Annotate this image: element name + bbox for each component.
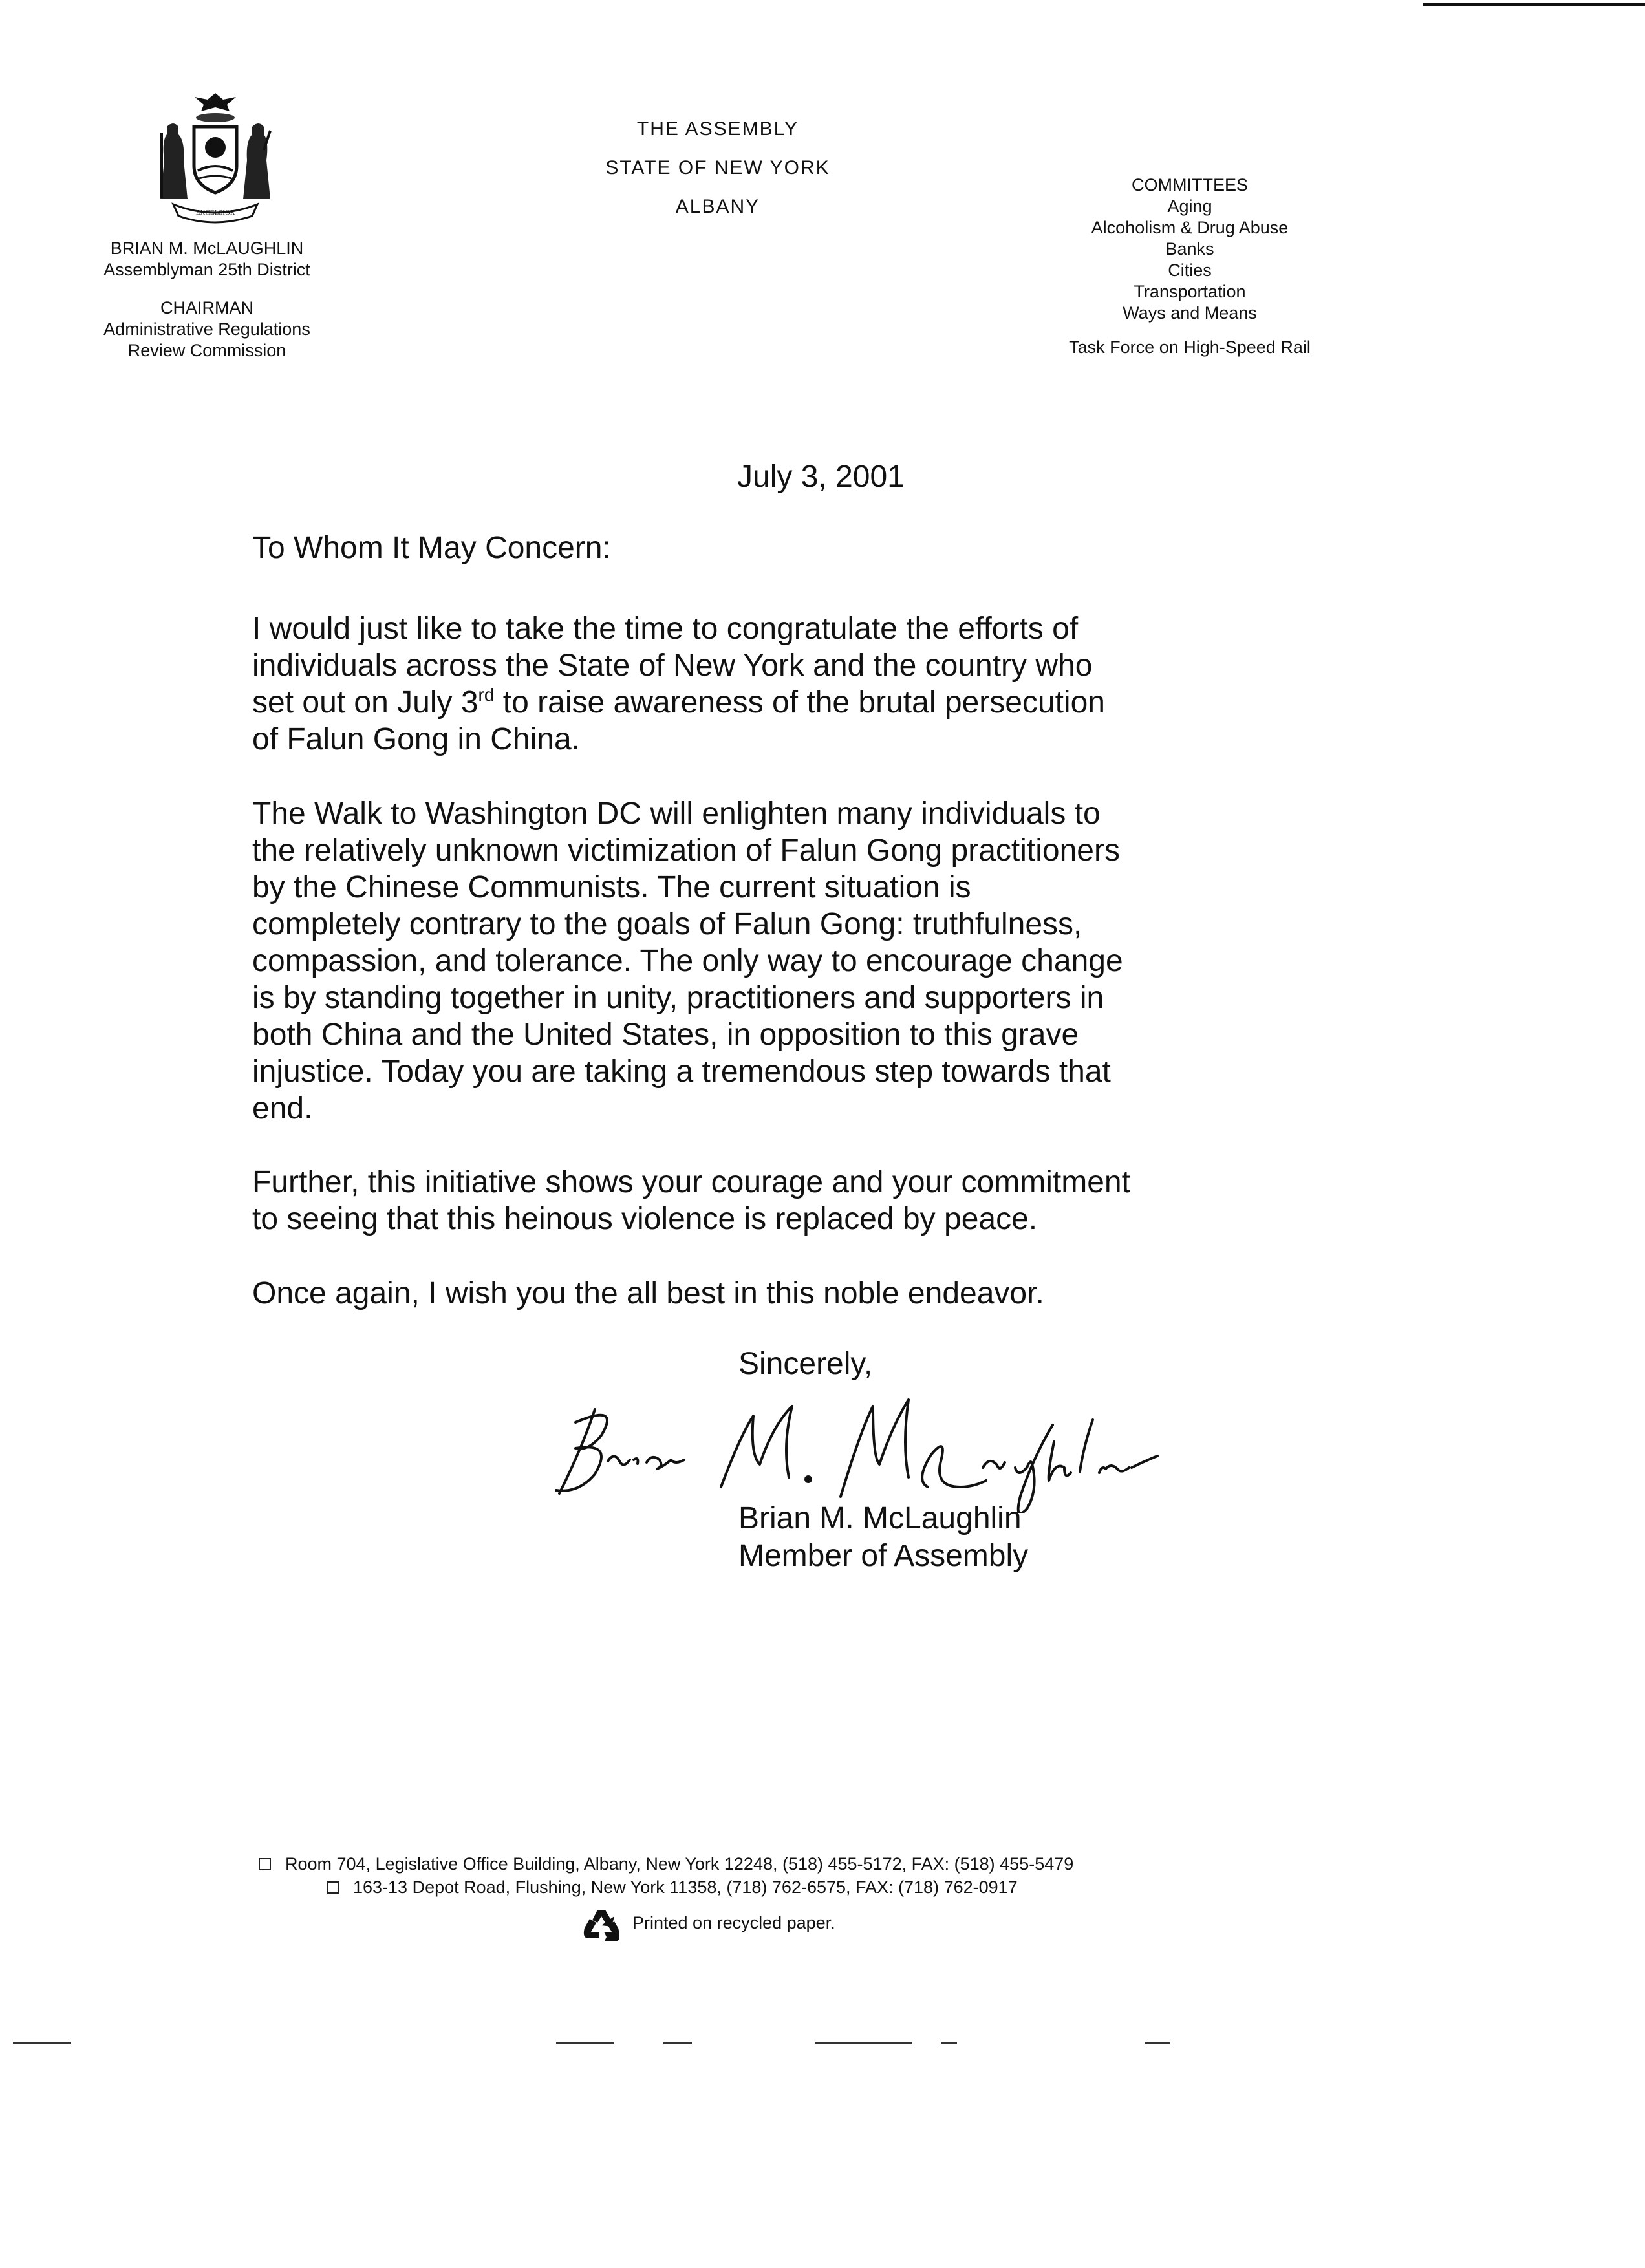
scan-edge-line	[1423, 3, 1645, 6]
committee-item: Banks	[1165, 239, 1214, 259]
paragraph-1	[252, 610, 1254, 758]
committee-item: Alcoholism & Drug Abuse	[1091, 218, 1289, 237]
assembly-title: THE ASSEMBLY	[636, 118, 799, 140]
scan-artifact-line	[1145, 2042, 1170, 2044]
paragraph-3	[252, 1164, 1254, 1237]
committee-item: Cities	[1168, 261, 1212, 280]
paragraph-line: to seeing that this heinous violence is replaced by peace.	[252, 1202, 1038, 1236]
signer-name: Brian M. McLaughlin	[738, 1501, 1022, 1535]
paragraph-line: I would just like to take the time to congratulate the efforts of	[252, 612, 1079, 646]
city-title: ALBANY	[675, 196, 760, 217]
salutation: To Whom It May Concern:	[252, 531, 611, 565]
paragraph-line: by the Chinese Communists. The current situation is	[252, 870, 971, 904]
checkbox-bullet-icon	[327, 1881, 339, 1894]
recycle-icon	[582, 1907, 621, 1941]
paragraph-line: individuals across the State of New York and the country who	[252, 648, 1093, 683]
paragraph-line: Further, this initiative shows your courage and your commitment	[252, 1165, 1130, 1199]
commission-line-1: Administrative Regulations	[103, 319, 310, 339]
footer-address-flushing	[327, 1878, 1018, 1898]
address-text: 163-13 Depot Road, Flushing, New York 11358, (718) 762-6575, FAX: (718) 762-0917	[353, 1878, 1018, 1897]
task-force: Task Force on High-Speed Rail	[1069, 337, 1311, 357]
paragraph-4	[252, 1275, 1254, 1312]
paragraph-line: Once again, I wish you the all best in this noble endeavor.	[252, 1276, 1044, 1311]
line-text: set out on July 3	[252, 685, 478, 720]
paragraph-line: end.	[252, 1091, 313, 1126]
address-text: Room 704, Legislative Office Building, Albany, New York 12248, (518) 455-5172, FAX: (518) 455-5479	[285, 1854, 1074, 1874]
scan-artifact-line	[663, 2042, 692, 2044]
scan-artifact-line	[815, 2042, 912, 2044]
svg-text:EXCELSIOR: EXCELSIOR	[195, 209, 235, 217]
paragraph-line	[252, 684, 1254, 721]
paragraph-line: the relatively unknown victimization of Falun Gong practitioners	[252, 833, 1120, 868]
paragraph-line: is by standing together in unity, practitioners and supporters in	[252, 981, 1104, 1015]
footer-address-albany	[259, 1854, 1073, 1874]
signer-block	[738, 1500, 1028, 1575]
scan-artifact-line	[13, 2042, 71, 2044]
paragraph-line: The Walk to Washington DC will enlighten many individuals to	[252, 797, 1101, 831]
paragraph-line: injustice. Today you are taking a tremendous step towards that	[252, 1054, 1111, 1089]
sender-role: CHAIRMAN	[160, 298, 253, 317]
closing: Sincerely,	[738, 1347, 873, 1381]
sender-name: BRIAN M. McLAUGHLIN	[110, 239, 304, 258]
paragraph-line: of Falun Gong in China.	[252, 722, 580, 756]
sender-info-block	[71, 238, 343, 361]
paragraph-2	[252, 795, 1254, 1127]
checkbox-bullet-icon	[259, 1858, 271, 1870]
committee-item: Aging	[1167, 197, 1212, 216]
recycled-notice	[582, 1907, 835, 1941]
state-title: STATE OF NEW YORK	[605, 157, 830, 178]
committee-item: Ways and Means	[1123, 303, 1257, 323]
assembly-header	[543, 110, 892, 226]
signer-title: Member of Assembly	[738, 1539, 1029, 1573]
scan-artifact-line	[556, 2042, 614, 2044]
letter-date: July 3, 2001	[737, 460, 905, 494]
paragraph-line: both China and the United States, in opposition to this grave	[252, 1018, 1079, 1052]
committee-item: Transportation	[1134, 282, 1246, 301]
committees-block	[1022, 175, 1358, 358]
scan-artifact-line	[941, 2042, 957, 2044]
committees-heading: COMMITTEES	[1132, 175, 1248, 195]
line-text: to raise awareness of the brutal persecution	[494, 685, 1105, 720]
recycled-text: Printed on recycled paper.	[632, 1913, 835, 1933]
handwritten-signature	[537, 1384, 1170, 1513]
commission-line-2: Review Commission	[127, 341, 286, 360]
paragraph-line: compassion, and tolerance. The only way to encourage change	[252, 944, 1123, 978]
paragraph-line: completely contrary to the goals of Falun Gong: truthfulness,	[252, 907, 1082, 941]
ordinal-suffix: rd	[478, 685, 495, 705]
new-york-state-seal-icon	[147, 88, 283, 224]
sender-district: Assemblyman 25th District	[103, 260, 310, 279]
